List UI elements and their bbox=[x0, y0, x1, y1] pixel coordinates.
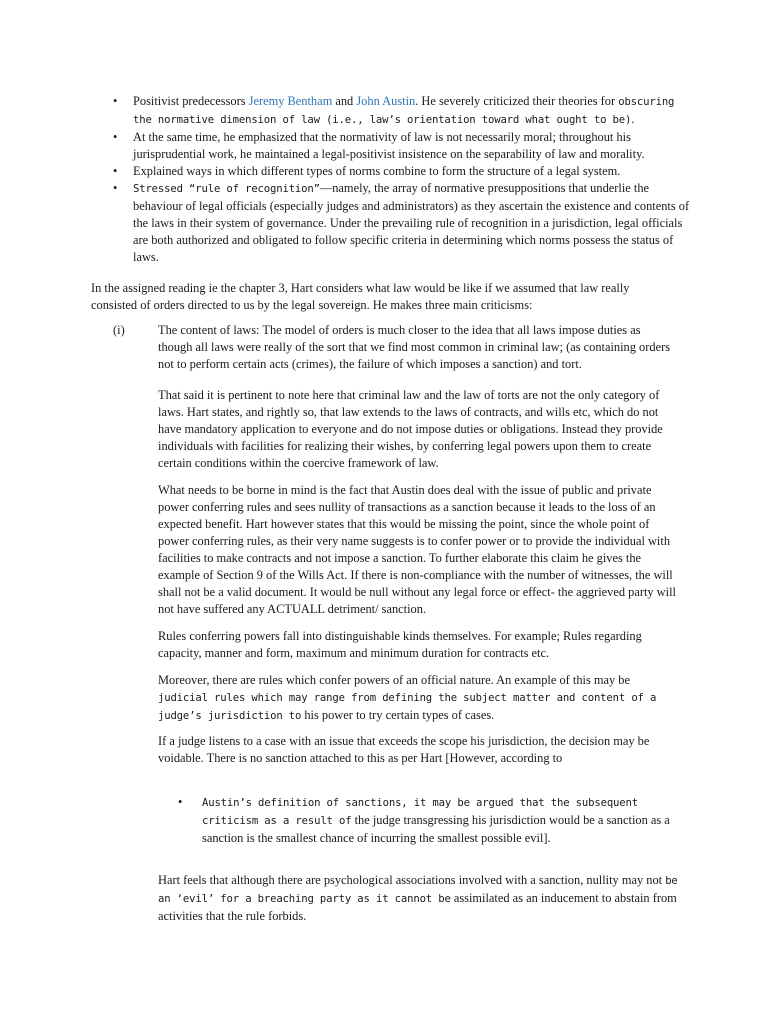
list-item: • Stressed “rule of recognition”—namely, the array of normative presuppositions that underlie the behaviour of legal officials (especially judges and administrators) as they ascertain the existence and contents of the laws in their system of governance. Under the prevailing rule of recognition in a jurisdiction, legal officials are both authorized and obligated to follow specific criteria in determining which norms possess the status of laws. bbox=[113, 181, 690, 264]
bullet-icon: • bbox=[113, 164, 118, 178]
paragraph-judge-jurisdiction: If a judge listens to a case with an issue that exceeds the scope his jurisdiction, the decision may be voidable. There is no sanction attached to this as per Hart [However, according to bbox=[158, 734, 650, 765]
paragraph-rules-conferring-powers: Rules conferring powers fall into distinguishable kinds themselves. For example; Rules regarding capacity, manner and form, maximum and minimum duration for contracts etc. bbox=[158, 629, 642, 660]
bullet-icon: • bbox=[113, 94, 118, 108]
paragraph-austin-nullity: What needs to be borne in mind is the fact that Austin does deal with the issue of public and private power conferring rules and sees nullity of transactions as a sanction because it leads to the loss of an expected benefit. Hart however states that this would be missing the point, since the whole point of power conferring rules, as their very name suggests is to confer power or to provide the individual with facilities to make contracts and not impose a sanction. To further elaborate this claim he gives the example of Section 9 of the Wills Act. If there is non-compliance with the number of witnesses, the will shall not be a valid document. It would be null without any legal force or effect- the aggrieved party will not have suffered any ACTUALL detriment/ sanction. bbox=[158, 483, 676, 616]
sub-bullet-item: • Austin’s definition of sanctions, it may be argued that the subsequent criticism as a result of the judge transgressing his jurisdiction would be a sanction as a sanction is the smallest chance of incurring the smallest possible evil]. bbox=[178, 795, 670, 845]
paragraph-official-powers: Moreover, there are rules which confer powers of an official nature. An example of this may be judicial rules which may range from defining the subject matter and content of a judge’s jurisdiction to his power to try certain types of cases. bbox=[158, 673, 657, 722]
bullet-list bbox=[113, 93, 693, 266]
bullet-icon: • bbox=[178, 795, 183, 809]
bullet-icon: • bbox=[113, 181, 118, 195]
list-item: • Explained ways in which different types of norms combine to form the structure of a legal system. bbox=[113, 164, 621, 178]
link-john-austin[interactable]: John Austin bbox=[356, 94, 416, 108]
paragraph-content-of-laws: The content of laws: The model of orders is much closer to the idea that all laws impose duties as though all laws were really of the sort that we find most common in criminal law; (as containing orders not to perform certain acts (crimes), the failure of which imposes a sanction) and tort. bbox=[158, 323, 671, 371]
intro-paragraph: In the assigned reading ie the chapter 3, Hart considers what law would be like if we assumed that law really consisted of orders directed to us by the legal sovereign. He makes three main criticisms: bbox=[91, 281, 630, 312]
bullet-icon: • bbox=[113, 130, 118, 144]
paragraph-closing: Hart feels that although there are psychological associations involved with a sanction, nullity may not be an ‘evil’ for a breaching party as it cannot be assimilated as an inducement to abstain from activities that the rule forbids. bbox=[158, 873, 678, 923]
paragraph-other-categories: That said it is pertinent to note here that criminal law and the law of torts are not the only category of laws. Hart states, and rightly so, that law extends to the laws of contracts, and wills etc, which do not have mandatory application to everyone and do not impose duties or obligations. Instead they provide individuals with facilities for realizing their wishes, by conferring legal powers upon them to create certain conditions within the coercive framework of law. bbox=[158, 388, 663, 470]
list-item: • Positivist predecessors Jeremy Bentham and John Austin. He severely criticized their theories for obscuring the normative dimension of law (i.e., law’s orientation toward what ought to be). bbox=[113, 94, 675, 126]
enum-marker: (i) bbox=[113, 323, 125, 337]
list-item: • At the same time, he emphasized that the normativity of law is not necessarily moral; throughout his jurisprudential work, he maintained a legal-positivist insistence on the separability of law and morality. bbox=[113, 130, 645, 161]
link-jeremy-bentham[interactable]: Jeremy Bentham bbox=[248, 94, 333, 108]
